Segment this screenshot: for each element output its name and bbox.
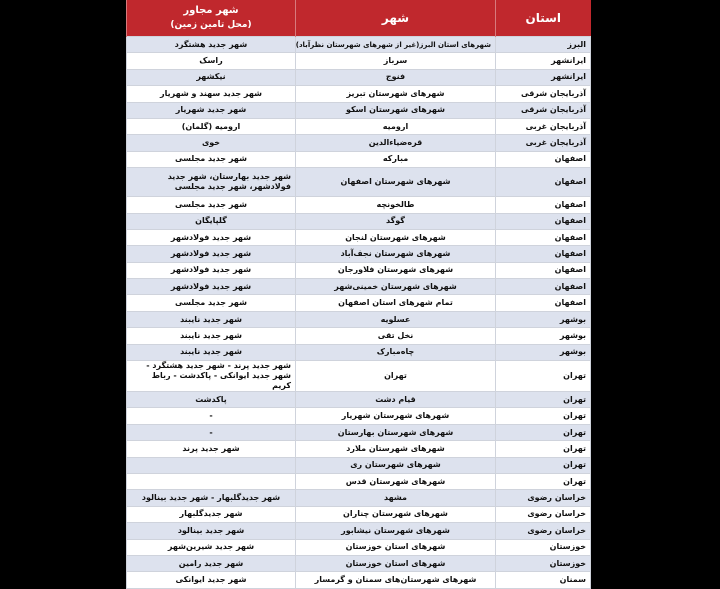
city-cell: مشهد [296,490,496,506]
city-cell: شهرهای استان البرز(غیر از شهرهای شهرستان نظرآباد) [296,37,496,53]
city-cell: فنوج [296,69,496,85]
table-row [127,118,591,134]
city-cell: شهرهای شهرستان‌های سمنان و گرمسار [296,572,496,588]
province-cell: اصفهان [496,262,591,278]
neighbor-cell: شهر جدید فولادشهر [127,246,296,262]
city-cell: شهرهای شهرستان نیشابور [296,523,496,539]
province-cell: اصفهان [496,168,591,197]
cities-table [126,0,591,589]
province-cell: آذربایجان شرقی [496,86,591,102]
table-row [127,490,591,506]
province-cell: آذربایجان غربی [496,118,591,134]
neighbor-cell: شهر جدید نایبند [127,311,296,327]
header-neighbor-subtitle: (محل تامین زمین) [170,20,252,30]
city-cell: شهرهای شهرستان قدس [296,473,496,489]
table-row [127,555,591,571]
city-cell: شهرهای شهرستان لنجان [296,229,496,245]
province-cell: تهران [496,457,591,473]
city-cell: سرباز [296,53,496,69]
province-cell: تهران [496,361,591,392]
neighbor-cell: خوی [127,135,296,151]
table-row [127,53,591,69]
neighbor-cell: راسک [127,53,296,69]
city-cell: قیام دشت [296,392,496,408]
city-cell: شهرهای شهرستان اسکو [296,102,496,118]
neighbor-cell: ارومیه (گلمان) [127,118,296,134]
city-cell: شهرهای استان خوزستان [296,539,496,555]
province-cell: اصفهان [496,151,591,167]
city-cell: شهرهای شهرستان تبریز [296,86,496,102]
table-row [127,572,591,588]
neighbor-cell: شهر جدید هشتگرد [127,37,296,53]
table-row [127,392,591,408]
neighbor-cell: شهر جدید مجلسی [127,295,296,311]
table-row [127,523,591,539]
city-cell: شهرهای استان خوزستان [296,555,496,571]
city-cell: شهرهای شهرستان خمینی‌شهر [296,279,496,295]
city-cell: عسلویه [296,311,496,327]
city-cell: تمام شهرهای استان اصفهان [296,295,496,311]
province-cell: خراسان رضوی [496,523,591,539]
province-cell: بوشهر [496,311,591,327]
province-cell: سمنان [496,572,591,588]
province-cell: ایرانشهر [496,69,591,85]
city-cell: چاه‌مبارک [296,344,496,360]
province-cell: اصفهان [496,279,591,295]
city-cell: طالخونچه [296,197,496,213]
table-row [127,295,591,311]
table-row [127,262,591,278]
table-row [127,213,591,229]
city-cell: گوگد [296,213,496,229]
neighbor-cell: نیکشهر [127,69,296,85]
table-header [127,0,591,37]
province-cell: اصفهان [496,246,591,262]
city-cell: نخل تقی [296,328,496,344]
table-row [127,168,591,197]
neighbor-cell [127,457,296,473]
header-neighbor-title: شهر مجاور [183,5,239,16]
province-cell: تهران [496,441,591,457]
document-page [126,0,590,585]
neighbor-cell: شهر جدید فولادشهر [127,262,296,278]
neighbor-cell: شهر جدیدگلبهار - شهر جدید بینالود [127,490,296,506]
neighbor-cell: شهر جدید شهریار [127,102,296,118]
province-cell: اصفهان [496,213,591,229]
table-row [127,344,591,360]
table-row [127,441,591,457]
province-cell: اصفهان [496,197,591,213]
neighbor-cell: شهر جدید فولادشهر [127,229,296,245]
table-row [127,135,591,151]
city-cell: شهرهای شهرستان ری [296,457,496,473]
table-row [127,151,591,167]
neighbor-cell: شهر جدید شیرین‌شهر [127,539,296,555]
table-row [127,279,591,295]
table-row [127,473,591,489]
neighbor-cell [127,473,296,489]
neighbor-cell: - [127,408,296,424]
province-cell: تهران [496,408,591,424]
header-neighbor [127,0,296,37]
table-row [127,328,591,344]
province-cell: البرز [496,37,591,53]
city-cell: مبارکه [296,151,496,167]
neighbor-cell: شهر جدید سهند و شهریار [127,86,296,102]
header-province: استان [496,0,591,37]
neighbor-cell: شهر جدید ایوانکی [127,572,296,588]
neighbor-cell: شهر جدید فولادشهر [127,279,296,295]
province-cell: اصفهان [496,295,591,311]
city-cell: شهرهای شهرستان ملارد [296,441,496,457]
neighbor-cell: شهر جدید پرند [127,441,296,457]
neighbor-cell: شهر جدیدگلبهار [127,506,296,522]
city-cell: شهرهای شهرستان بهارستان [296,424,496,440]
neighbor-cell: - [127,424,296,440]
city-cell: تهران [296,361,496,392]
table-row [127,102,591,118]
city-cell: شهرهای شهرستان چناران [296,506,496,522]
neighbor-cell: شهر جدید پرند - شهر جدید هشتگرد - شهر جدید ایوانکی - پاکدشت - رباط کریم [127,361,296,392]
province-cell: خراسان رضوی [496,490,591,506]
table-row [127,311,591,327]
table-row [127,69,591,85]
neighbor-cell: شهر جدید نایبند [127,344,296,360]
table-row [127,408,591,424]
table-body [127,37,591,589]
neighbor-cell: شهر جدید مجلسی [127,151,296,167]
table-row [127,424,591,440]
table-row [127,361,591,392]
city-cell: شهرهای شهرستان اصفهان [296,168,496,197]
neighbor-cell: گلپایگان [127,213,296,229]
province-cell: بوشهر [496,344,591,360]
header-city: شهر [296,0,496,37]
neighbor-cell: شهر جدید بهارستان، شهر جدید فولادشهر، شهر جدید مجلسی [127,168,296,197]
province-cell: خراسان رضوی [496,506,591,522]
province-cell: بوشهر [496,328,591,344]
province-cell: تهران [496,392,591,408]
province-cell: خوزستان [496,539,591,555]
table-row [127,506,591,522]
province-cell: آذربایجان شرقی [496,102,591,118]
province-cell: تهران [496,424,591,440]
neighbor-cell: شهر جدید نایبند [127,328,296,344]
province-cell: ایرانشهر [496,53,591,69]
city-cell: قره‌ضیاءالدین [296,135,496,151]
neighbor-cell: شهر جدید رامین [127,555,296,571]
neighbor-cell: پاکدشت [127,392,296,408]
table-row [127,246,591,262]
province-cell: تهران [496,473,591,489]
city-cell: شهرهای شهرستان نجف‌آباد [296,246,496,262]
table-row [127,229,591,245]
province-cell: اصفهان [496,229,591,245]
city-cell: ارومیه [296,118,496,134]
table-row [127,539,591,555]
neighbor-cell: شهر جدید بینالود [127,523,296,539]
table-row [127,197,591,213]
province-cell: خوزستان [496,555,591,571]
city-cell: شهرهای شهرستان فلاورجان [296,262,496,278]
province-cell: آذربایجان غربی [496,135,591,151]
neighbor-cell: شهر جدید مجلسی [127,197,296,213]
city-cell: شهرهای شهرستان شهریار [296,408,496,424]
table-row [127,457,591,473]
table-row [127,37,591,53]
table-row [127,86,591,102]
